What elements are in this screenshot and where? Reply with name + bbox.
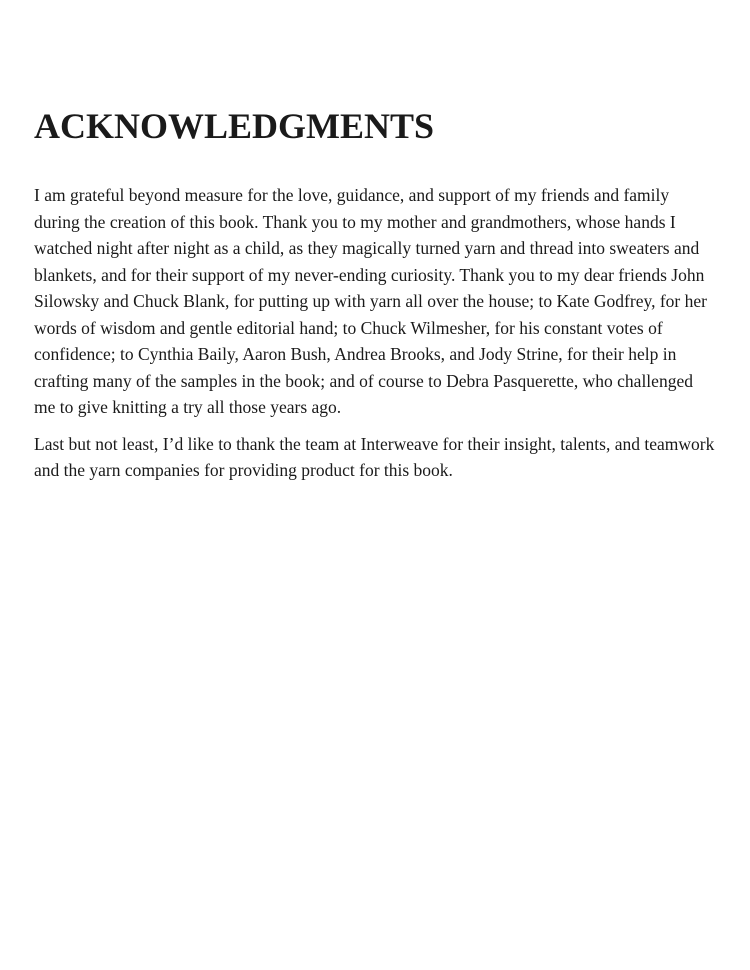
paragraph-gratitude: I am grateful beyond measure for the love, guidance, and support of my friends and family during the creation of this book. Thank you to my mother and grandmothers, whose hands I watched night after night as a child, as they magically turned yarn and thread into sweaters and blankets, and for their support of my never-ending curiosity. Thank you to my dear friends John Silowsky and Chuck Blank, for putting up with yarn all over the house; to Kate Godfrey, for her words of wisdom and gentle editorial hand; to Chuck Wilmesher, for his constant votes of confidence; to Cynthia Baily, Aaron Bush, Andrea Brooks, and Jody Strine, for their help in crafting many of the samples in the book; and of course to Debra Pasquerette, who challenged me to give knitting a try all those years ago. xyxy=(34,185,707,417)
body-text xyxy=(34,182,718,494)
paragraph-last-but-not-least: Last but not least, I’d like to thank the team at Interweave for their insight, talents, and teamwork and the yarn companies for providing product for this book. xyxy=(34,433,715,480)
page-title: ACKNOWLEDGMENTS xyxy=(34,106,435,146)
